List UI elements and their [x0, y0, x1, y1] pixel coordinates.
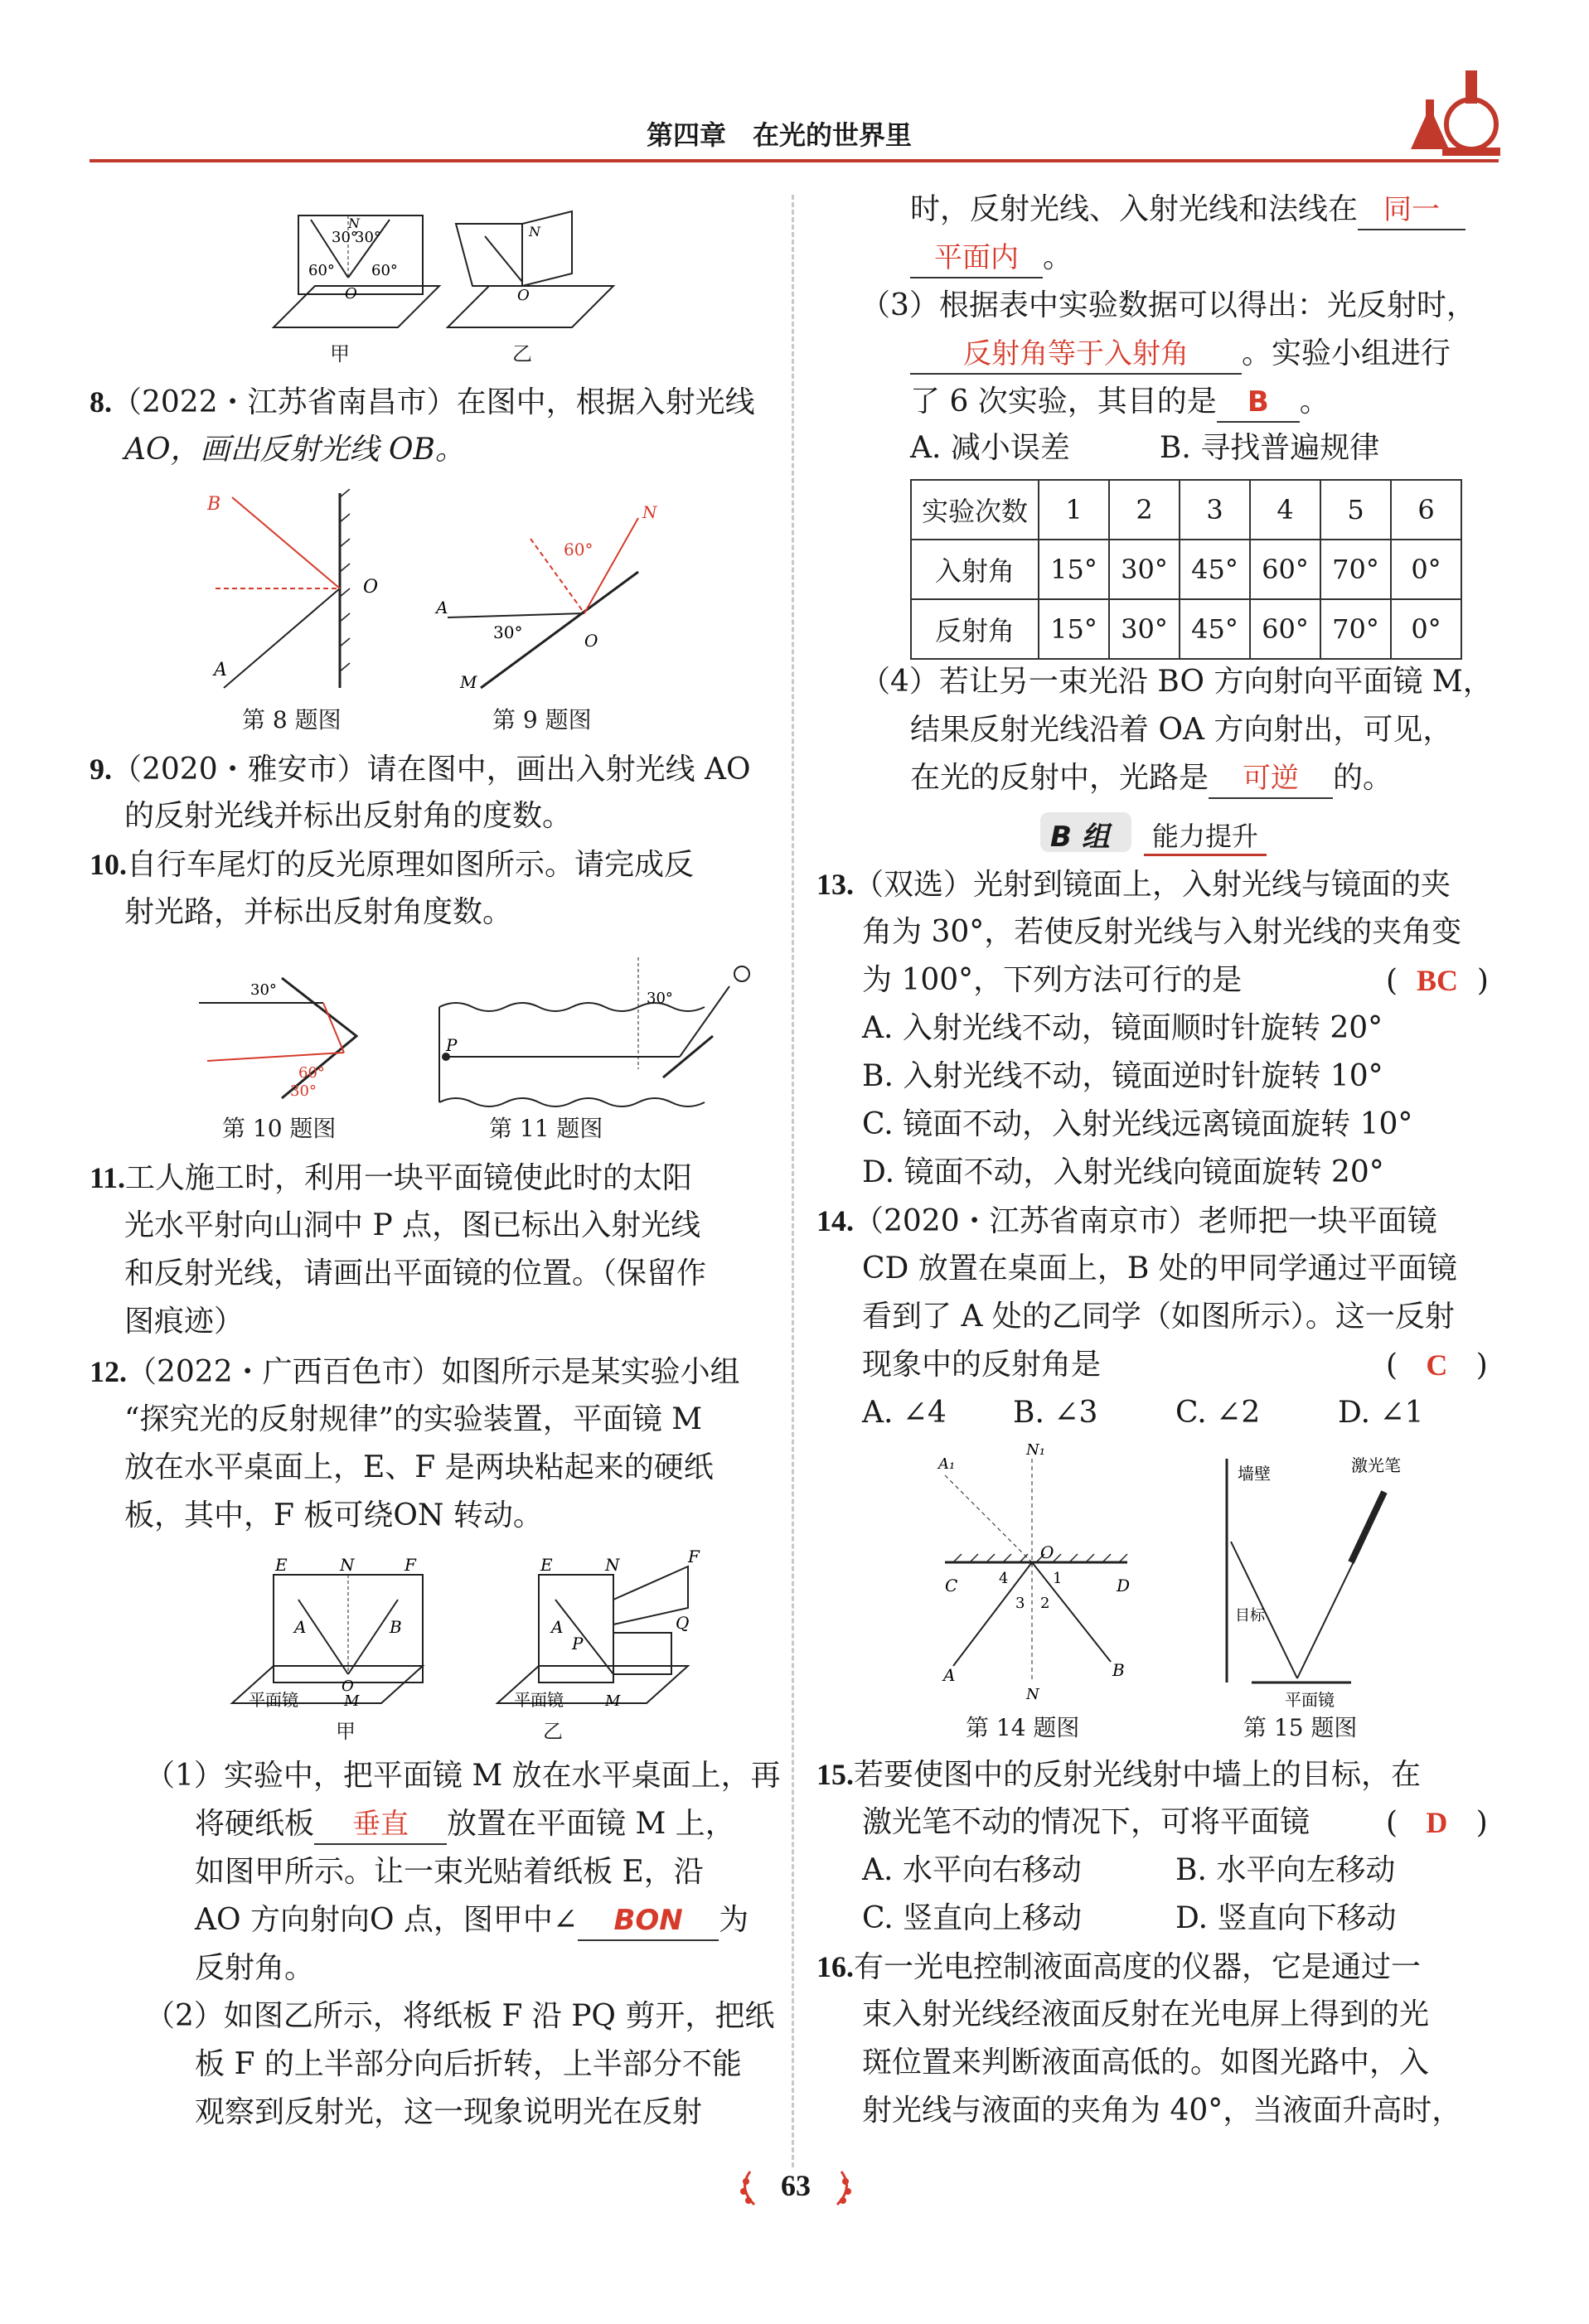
q15-option-a: A. 水平向右移动	[862, 1853, 1082, 1887]
experiment-table	[910, 479, 1462, 660]
svg-text:A₁: A₁	[938, 1455, 956, 1473]
table-cell: 15°	[1039, 599, 1109, 659]
fig12-caption-yi: 乙	[543, 1720, 563, 1743]
q12-p1-a: （1）实验中，把平面镜 M 放在水平桌面上，再	[145, 1759, 781, 1793]
svg-text:O: O	[517, 287, 530, 304]
top-left-caption-jia: 甲	[330, 342, 350, 366]
table-row	[911, 480, 1461, 540]
table-cell: 5	[1320, 480, 1391, 540]
q12-line1: 12.（2022・广西百色市）如图所示是某实验小组	[90, 1355, 740, 1389]
table-cell: 实验次数	[911, 480, 1039, 540]
svg-text:O: O	[342, 1678, 354, 1695]
q11-line3: 和反射光线，请画出平面镜的位置。（保留作	[124, 1256, 707, 1290]
fig15-caption: 第 15 题图	[1243, 1714, 1358, 1741]
svg-text:60°: 60°	[308, 262, 335, 279]
svg-text:Q: Q	[676, 1613, 690, 1633]
q16-line3: 斑位置来判断液面高低的。如图光路中，入	[862, 2046, 1430, 2079]
q13-line1: 13.（双选）光射到镜面上，入射光线与镜面的夹	[816, 868, 1451, 902]
svg-text:60°: 60°	[564, 540, 593, 559]
fig12-caption-jia: 甲	[336, 1720, 356, 1743]
q12-p4-c: 在光的反射中，光路是 可逆 的。	[910, 759, 1393, 799]
table-cell: 0°	[1391, 540, 1461, 599]
svg-text:A: A	[214, 660, 227, 680]
svg-text:30°: 30°	[647, 990, 673, 1007]
svg-text:2: 2	[1040, 1595, 1050, 1612]
q14-line3: 看到了 A 处的乙同学（如图所示）。这一反射	[862, 1300, 1455, 1334]
figure-12	[224, 1550, 738, 1716]
svg-text:N: N	[642, 502, 657, 522]
svg-text:4: 4	[999, 1570, 1009, 1587]
table-row	[911, 540, 1461, 599]
svg-text:A: A	[436, 598, 448, 617]
q15-answer-bracket: ( D )	[1386, 1806, 1488, 1840]
svg-text:30°: 30°	[493, 622, 523, 642]
flask-logo-icon	[1409, 66, 1500, 162]
q15-option-c: C. 竖直向上移动	[862, 1901, 1083, 1935]
svg-text:O: O	[363, 577, 379, 598]
fig8-caption: 第 8 题图	[242, 706, 342, 734]
q15-line1: 15.若要使图中的反射光线射中墙上的目标，在	[816, 1758, 1422, 1792]
q12-p3-a: （3）根据表中实验数据可以得出：光反射时，	[860, 288, 1476, 322]
figure-14-15	[920, 1442, 1417, 1707]
fig14-caption: 第 14 题图	[966, 1714, 1080, 1741]
svg-text:M: M	[460, 672, 477, 692]
svg-text:A: A	[551, 1617, 564, 1637]
q12-line4: 板，其中，F 板可绕ON 转动。	[124, 1498, 543, 1532]
svg-text:O: O	[1040, 1542, 1054, 1562]
q14-option-a: A. ∠4	[862, 1396, 947, 1430]
table-cell: 60°	[1250, 540, 1320, 599]
q13-answer-bracket: ( BC )	[1386, 964, 1489, 998]
table-row	[911, 599, 1461, 659]
q13-option-c: C. 镜面不动，入射光线远离镜面旋转 10°	[862, 1107, 1413, 1141]
q14-option-d: D. ∠1	[1338, 1396, 1424, 1430]
group-b-title: 能力提升	[1144, 816, 1267, 856]
svg-text:3: 3	[1015, 1595, 1025, 1612]
table-cell: 15°	[1039, 540, 1109, 599]
q13-line2: 角为 30°，若使反射光线与入射光线的夹角变	[862, 915, 1462, 949]
group-b-badge	[1040, 812, 1289, 854]
svg-text:N: N	[340, 1555, 355, 1575]
q12-p1-e: 反射角。	[195, 1951, 315, 1985]
table-cell: 6	[1391, 480, 1461, 540]
header-rule	[90, 159, 1499, 162]
svg-text:B: B	[207, 494, 221, 515]
q13-option-a: A. 入射光线不动，镜面顺时针旋转 20°	[862, 1011, 1383, 1045]
q12-p2-a: （2）如图乙所示，将纸板 F 沿 PQ 剪开，把纸	[145, 1999, 775, 2033]
chapter-header: 第四章 在光的世界里	[647, 119, 913, 151]
q10-line2: 射光路，并标出反射角度数。	[124, 895, 513, 929]
q11-line1: 11.工人施工时，利用一块平面镜使此时的太阳	[90, 1161, 693, 1195]
q12-line3: 放在水平桌面上，E、F 是两块粘起来的硬纸	[124, 1450, 714, 1484]
svg-text:O: O	[345, 285, 357, 303]
svg-text:60°: 60°	[371, 262, 398, 279]
svg-text:N: N	[529, 224, 540, 240]
table-cell: 60°	[1250, 599, 1320, 659]
svg-text:B: B	[390, 1617, 402, 1637]
svg-text:O: O	[584, 631, 598, 651]
svg-text:N: N	[348, 215, 360, 231]
q12-p1-d: AO 方向射向O 点，图甲中∠ BON 为	[195, 1901, 748, 1941]
svg-text:目标: 目标	[1235, 1607, 1265, 1624]
q16-line4: 射光线与液面的夹角为 40°，当液面升高时，	[862, 2094, 1462, 2128]
q16-line1: 16.有一光电控制液面高度的仪器，它是通过一	[816, 1950, 1422, 1984]
table-cell: 3	[1180, 480, 1250, 540]
fig10-caption: 第 10 题图	[222, 1115, 337, 1142]
q15-line2: 激光笔不动的情况下，可将平面镜	[862, 1805, 1310, 1839]
table-cell: 45°	[1180, 599, 1250, 659]
table-cell: 30°	[1109, 540, 1180, 599]
q14-line4: 现象中的反射角是	[862, 1348, 1102, 1382]
svg-text:P: P	[446, 1035, 458, 1055]
svg-text:D: D	[1117, 1576, 1131, 1595]
q10-line1: 10.自行车尾灯的反光原理如图所示。请完成反	[90, 848, 695, 882]
q12-p2-d: 时，反射光线、入射光线和法线在 同一	[910, 191, 1465, 230]
svg-text:A: A	[294, 1617, 307, 1637]
q15-option-b: B. 水平向左移动	[1175, 1853, 1396, 1887]
svg-text:N₁: N₁	[1026, 1442, 1045, 1459]
q12-p4-b: 结果反射光线沿着 OA 方向射出，可见，	[910, 713, 1453, 747]
svg-text:A: A	[943, 1665, 956, 1685]
table-cell: 70°	[1320, 540, 1391, 599]
svg-text:平面镜: 平面镜	[1285, 1690, 1335, 1707]
q9-line2: 的反射光线并标出反射角的度数。	[124, 799, 573, 833]
figure-top-left	[265, 207, 622, 332]
svg-text:M: M	[344, 1692, 360, 1710]
svg-text:30°: 30°	[332, 229, 358, 246]
q12-p3-options: A. 减小误差 B. 寻找普遍规律	[910, 431, 1380, 465]
table-cell: 反射角	[911, 599, 1039, 659]
q15-option-d: D. 竖直向下移动	[1175, 1901, 1397, 1935]
q12-p2-e: 平面内 。	[910, 239, 1073, 278]
q8-line2: AO，画出反射光线 OB。	[124, 433, 465, 467]
top-left-caption-yi: 乙	[512, 342, 532, 366]
q14-option-b: B. ∠3	[1013, 1396, 1098, 1430]
figure-10-11	[199, 953, 779, 1111]
q14-line1: 14.（2020・江苏省南京市）老师把一块平面镜	[816, 1204, 1437, 1238]
svg-text:N: N	[605, 1555, 620, 1575]
q11-line2: 光水平射向山洞中 P 点，图已标出入射光线	[124, 1208, 701, 1242]
svg-text:P: P	[572, 1634, 584, 1653]
svg-text:E: E	[540, 1555, 553, 1575]
q12-p1-b: 将硬纸板 垂直 放置在平面镜 M 上，	[195, 1805, 735, 1845]
table-cell: 45°	[1180, 540, 1250, 599]
svg-text:B: B	[1112, 1660, 1125, 1680]
table-cell: 2	[1109, 480, 1180, 540]
table-cell: 0°	[1391, 599, 1461, 659]
table-cell: 70°	[1320, 599, 1391, 659]
svg-text:30°: 30°	[290, 1082, 317, 1100]
q12-p1-c: 如图甲所示。让一束光贴着纸板 E，沿	[195, 1855, 704, 1889]
group-b-label: B 组	[1050, 821, 1110, 854]
fig9-caption: 第 9 题图	[492, 706, 592, 734]
table-cell: 30°	[1109, 599, 1180, 659]
q14-option-c: C. ∠2	[1175, 1396, 1261, 1430]
svg-text:30°: 30°	[355, 229, 381, 246]
q8-line1: 8.（2022・江苏省南昌市）在图中，根据入射光线	[90, 385, 755, 419]
svg-text:平面镜: 平面镜	[249, 1690, 298, 1710]
svg-text:E: E	[275, 1555, 288, 1575]
q12-p2-b: 板 F 的上半部分向后折转，上半部分不能	[195, 2047, 742, 2081]
svg-text:60°: 60°	[298, 1064, 325, 1082]
q12-p3-b: 反射角等于入射角 。实验小组进行	[910, 335, 1451, 375]
q14-line2: CD 放置在桌面上，B 处的甲同学通过平面镜	[862, 1252, 1457, 1285]
q9-line1: 9.（2020・雅安市）请在图中，画出入射光线 AO	[90, 753, 751, 787]
q13-option-d: D. 镜面不动，入射光线向镜面旋转 20°	[862, 1155, 1384, 1189]
fig11-caption: 第 11 题图	[489, 1115, 603, 1142]
q11-line4: 图痕迹）	[124, 1305, 245, 1339]
svg-text:M: M	[605, 1692, 621, 1710]
table-cell: 1	[1039, 480, 1109, 540]
svg-text:墙壁: 墙壁	[1238, 1464, 1271, 1484]
q13-option-b: B. 入射光线不动，镜面逆时针旋转 10°	[862, 1059, 1383, 1093]
table-cell: 4	[1250, 480, 1320, 540]
svg-text:平面镜: 平面镜	[514, 1690, 564, 1710]
svg-text:F: F	[688, 1550, 700, 1566]
svg-text:1: 1	[1053, 1570, 1063, 1587]
q12-p4-a: （4）若让另一束光沿 BO 方向射向平面镜 M，	[860, 665, 1493, 699]
column-divider	[792, 195, 794, 2167]
svg-text:F: F	[405, 1555, 416, 1575]
svg-text:激光笔: 激光笔	[1351, 1455, 1401, 1475]
q13-line3: 为 100°，下列方法可行的是	[862, 963, 1243, 997]
q12-line2: “探究光的反射规律”的实验装置，平面镜 M	[124, 1402, 703, 1436]
q16-line2: 束入射光线经液面反射在光电屏上得到的光	[862, 1997, 1430, 2031]
q14-answer-bracket: ( C )	[1386, 1348, 1488, 1382]
page-number: 63	[781, 2169, 811, 2202]
svg-text:30°: 30°	[250, 981, 277, 999]
q12-p3-c: 了 6 次实验，其目的是 B 。	[910, 383, 1330, 423]
svg-text:N: N	[1026, 1686, 1039, 1703]
figure-8-9	[207, 489, 671, 696]
table-cell: 入射角	[911, 540, 1039, 599]
svg-text:C: C	[945, 1576, 958, 1595]
q12-p2-c: 观察到反射光，这一现象说明光在反射	[195, 2095, 703, 2129]
